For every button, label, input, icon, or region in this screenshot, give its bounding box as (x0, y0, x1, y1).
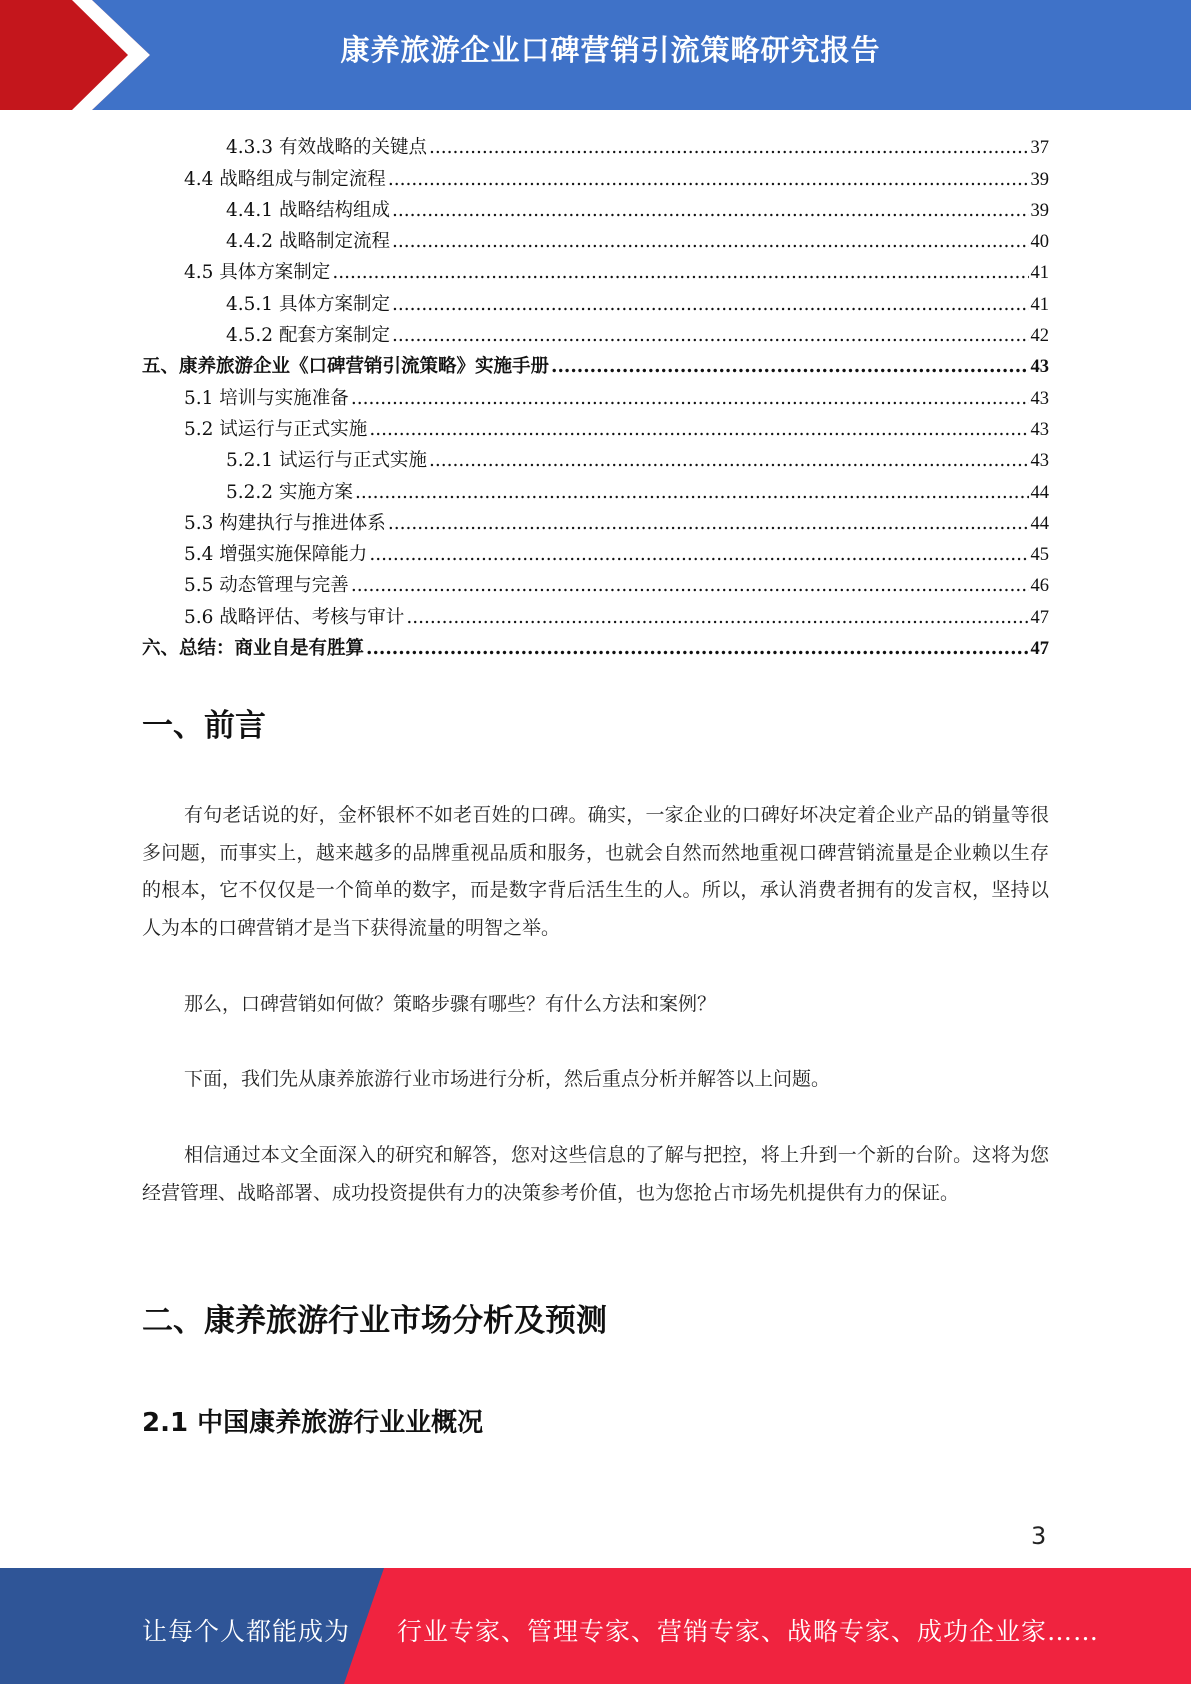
toc-entry-page: 46 (1030, 576, 1049, 597)
toc-leader-dots (351, 575, 1029, 597)
footer-slogan-left: 让每个人都能成为 (142, 1617, 351, 1646)
toc-entry-label: 5.6 战略评估、考核与审计 (184, 606, 405, 628)
toc-leader-dots (351, 388, 1029, 410)
toc-leader-dots (388, 513, 1029, 535)
toc-entry-page: 43 (1030, 388, 1049, 409)
toc-entry-label: 4.3.3 有效战略的关键点 (226, 137, 427, 159)
toc-entry-page: 39 (1030, 169, 1049, 190)
toc-leader-dots (392, 200, 1029, 222)
toc-entry[interactable] (142, 566, 1049, 597)
preface-paragraph-4: 相信通过本文全面深入的研究和解答，您对这些信息的了解与把控，将上升到一个新的台阶。这将为您经营管理、战略部署、成功投资提供有力的决策参考价值，也为您抢占市场先机提供有力的保证。 (142, 1144, 1049, 1204)
toc-entry-page: 41 (1030, 294, 1049, 315)
toc-entry-page: 37 (1030, 138, 1049, 159)
toc-entry-label: 5.2.1 试运行与正式实施 (226, 450, 427, 472)
toc-entry-label: 六、总结：商业自是有胜算 (142, 638, 365, 660)
toc-entry-label: 5.2.2 实施方案 (226, 481, 353, 503)
toc-entry[interactable] (142, 597, 1049, 628)
toc-leader-dots (355, 482, 1029, 504)
toc-entry[interactable] (142, 347, 1049, 378)
section-heading-market-analysis: 二、康养旅游行业市场分析及预测 (142, 1303, 607, 1339)
toc-entry-label: 5.4 增强实施保障能力 (184, 544, 368, 566)
toc-leader-dots (392, 231, 1029, 253)
toc-entry-page: 39 (1030, 200, 1049, 221)
toc-entry-label: 4.5.2 配套方案制定 (226, 325, 390, 347)
toc-entry-page: 47 (1030, 639, 1049, 660)
toc-entry-page: 43 (1030, 451, 1049, 472)
toc-leader-dots (429, 137, 1029, 159)
subsection-heading-overview: 2.1 中国康养旅游行业业概况 (142, 1408, 484, 1438)
toc-leader-dots (392, 294, 1029, 316)
toc-entry[interactable] (142, 378, 1049, 409)
page-footer (0, 1568, 1191, 1684)
preface-paragraph-2: 那么，口碑营销如何做？策略步骤有哪些？有什么方法和案例？ (184, 993, 717, 1015)
toc-entry-page: 44 (1030, 482, 1049, 503)
toc-leader-dots (369, 419, 1028, 441)
toc-entry[interactable] (142, 410, 1049, 441)
toc-entry-page: 44 (1030, 513, 1049, 534)
toc-entry[interactable] (142, 191, 1049, 222)
toc-leader-dots (551, 356, 1028, 378)
toc-leader-dots (332, 262, 1028, 284)
toc-entry-label: 4.4.1 战略结构组成 (226, 199, 390, 221)
toc-entry-label: 4.4 战略组成与制定流程 (184, 168, 386, 190)
toc-entry[interactable] (142, 159, 1049, 190)
toc-entry-label: 5.5 动态管理与完善 (184, 575, 349, 597)
toc-leader-dots (366, 638, 1028, 660)
toc-entry-label: 5.2 试运行与正式实施 (184, 418, 368, 440)
toc-entry[interactable] (142, 253, 1049, 284)
toc-entry-page: 45 (1030, 545, 1049, 566)
toc-entry-page: 41 (1030, 263, 1049, 284)
toc-entry[interactable] (142, 128, 1049, 159)
toc-entry-page: 47 (1030, 607, 1049, 628)
toc-entry[interactable] (142, 535, 1049, 566)
toc-leader-dots (406, 607, 1028, 629)
toc-leader-dots (388, 169, 1029, 191)
toc-leader-dots (392, 325, 1029, 347)
preface-paragraph-1: 有句老话说的好，金杯银杯不如老百姓的口碑。确实，一家企业的口碑好坏决定着企业产品的销量等很多问题，而事实上，越来越多的品牌重视品质和服务，也就会自然而然地重视口碑营销流量是企业赖以生存的根本，它不仅仅是一个简单的数字，而是数字背后活生生的人。所以，承认消费者拥有的发言权，坚持以人为本的口碑营销才是当下获得流量的明智之举。 (142, 804, 1049, 939)
toc-entry[interactable] (142, 222, 1049, 253)
toc-entry-label: 5.1 培训与实施准备 (184, 387, 349, 409)
toc-entry-label: 五、康养旅游企业《口碑营销引流策略》实施手册 (142, 356, 550, 378)
toc-entry-label: 4.5.1 具体方案制定 (226, 293, 390, 315)
page-header (0, 0, 1191, 110)
toc-entry[interactable] (142, 316, 1049, 347)
toc-entry-label: 5.3 构建执行与推进体系 (184, 512, 386, 534)
toc-entry[interactable] (142, 441, 1049, 472)
table-of-contents (142, 128, 1049, 660)
toc-entry-page: 43 (1030, 419, 1049, 440)
page-number: 3 (1031, 1522, 1047, 1550)
toc-leader-dots (429, 450, 1029, 472)
toc-entry[interactable] (142, 284, 1049, 315)
toc-leader-dots (369, 544, 1028, 566)
toc-entry-label: 4.4.2 战略制定流程 (226, 231, 390, 253)
toc-entry-label: 4.5 具体方案制定 (184, 262, 331, 284)
toc-entry[interactable] (142, 472, 1049, 503)
toc-entry-page: 43 (1030, 357, 1049, 378)
preface-paragraph-3: 下面，我们先从康养旅游行业市场进行分析，然后重点分析并解答以上问题。 (184, 1068, 831, 1090)
footer-slogan-right: 行业专家、管理专家、营销专家、战略专家、成功企业家…… (397, 1617, 1100, 1646)
report-title: 康养旅游企业口碑营销引流策略研究报告 (340, 33, 881, 67)
section-heading-preface: 一、前言 (142, 708, 266, 744)
toc-entry[interactable] (142, 504, 1049, 535)
toc-entry-page: 40 (1030, 232, 1049, 253)
toc-entry-page: 42 (1030, 326, 1049, 347)
toc-entry[interactable] (142, 629, 1049, 660)
